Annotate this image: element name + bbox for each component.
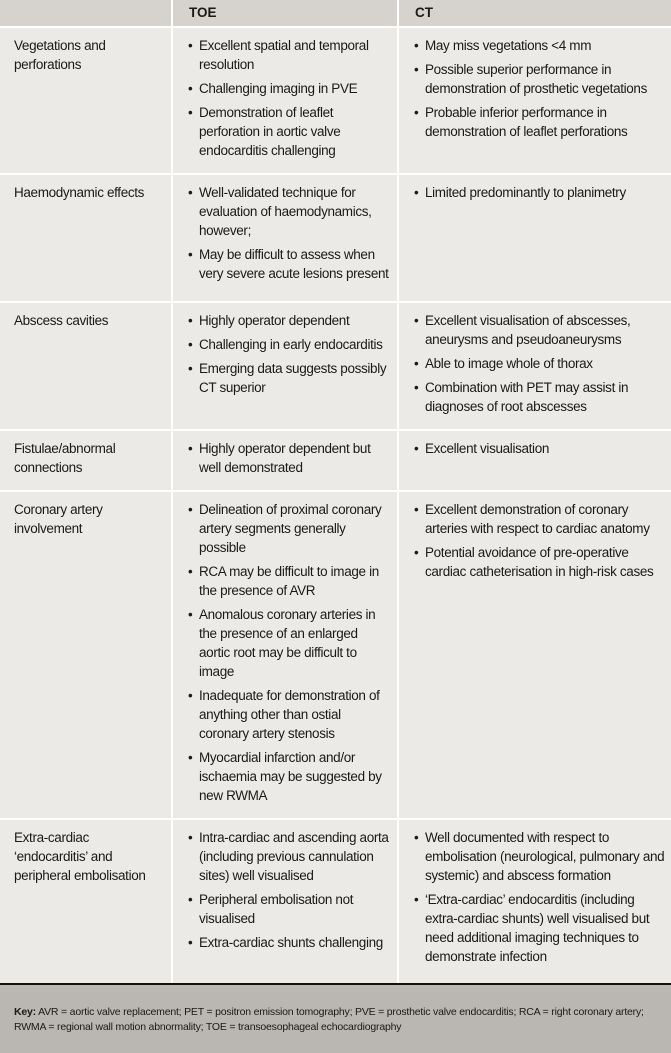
list-item: • Possible superior performance in demonstration of prosthetic vegetations [413,60,665,98]
list-item: • Well-validated technique for evaluation of haemodynamics, however; [187,183,391,240]
list-item: • Peripheral embolisation not visualised [187,890,391,928]
list-item: • Challenging in early endocarditis [187,335,391,354]
list-item: • Demonstration of leaflet perforation in aortic valve endocarditis challenging [187,103,391,160]
list-item: • Highly operator dependent [187,311,391,330]
ct-list [413,183,665,202]
list-item: • Intra-cardiac and ascending aorta (including previous cannulation sites) well visualised [187,828,391,885]
list-item: • Limited predominantly to planimetry [413,183,665,202]
list-item: • Probable inferior performance in demonstration of leaflet perforations [413,103,665,141]
ct-cell [398,302,671,430]
list-item: • Excellent demonstration of coronary arteries with respect to cardiac anatomy [413,500,665,538]
list-item: • Inadequate for demonstration of anything other than ostial coronary artery stenosis [187,686,391,743]
list-item: • Excellent visualisation of abscesses, aneurysms and pseudoaneurysms [413,311,665,349]
ct-cell [398,174,671,302]
list-item: • Delineation of proximal coronary artery segments generally possible [187,500,391,557]
table-row [0,27,671,174]
row-label: Fistulae/abnormal connections [0,430,172,491]
list-item: • Extra-cardiac shunts challenging [187,933,391,952]
toe-cell [172,491,398,819]
list-item: • Potential avoidance of pre-operative cardiac catheterisation in high-risk cases [413,543,665,581]
list-item: • Combination with PET may assist in diagnoses of root abscesses [413,378,665,416]
header-toe: TOE [172,0,398,27]
list-item: • Excellent spatial and temporal resolution [187,36,391,74]
row-label: Coronary artery involvement [0,491,172,819]
ct-cell [398,27,671,174]
list-item: • Highly operator dependent but well demonstrated [187,439,391,477]
ct-list [413,311,665,416]
toe-list [187,311,391,397]
table-row [0,430,671,491]
ct-cell [398,491,671,819]
ct-list [413,439,665,458]
toe-list [187,439,391,477]
list-item: • RCA may be difficult to image in the presence of AVR [187,562,391,600]
toe-cell [172,174,398,302]
key-label: Key: [14,1006,36,1018]
toe-list [187,500,391,805]
toe-list [187,828,391,952]
toe-list [187,183,391,283]
list-item: • Able to image whole of thorax [413,354,665,373]
toe-cell [172,27,398,174]
table-row [0,491,671,819]
ct-list [413,500,665,581]
toe-cell [172,430,398,491]
ct-list [413,828,665,966]
key-text: AVR = aortic valve replacement; PET = positron emission tomography; PVE = prosthetic valve endocarditis; RCA = right coronary artery; RWMA = regional wall motion abnormality; TOE = transoesophageal echocardiography [14,1006,644,1033]
list-item: • ‘Extra-cardiac’ endocarditis (including extra-cardiac shunts) well visualised but need additional imaging techniques to demonstrate infection [413,890,665,966]
header-row [0,0,671,27]
ct-list [413,36,665,141]
row-label: Vegetations and perforations [0,27,172,174]
table-key [0,983,671,1053]
toe-list [187,36,391,160]
row-label: Abscess cavities [0,302,172,430]
list-item: • May be difficult to assess when very severe acute lesions present [187,245,391,283]
table-row [0,302,671,430]
list-item: • May miss vegetations <4 mm [413,36,665,55]
toe-cell [172,302,398,430]
row-label: Haemodynamic effects [0,174,172,302]
row-label: Extra-cardiac ‘endocarditis’ and peripheral embolisation [0,819,172,1020]
list-item: • Challenging imaging in PVE [187,79,391,98]
list-item: • Anomalous coronary arteries in the presence of an enlarged aortic root may be difficult to image [187,605,391,681]
header-feature [0,0,172,27]
list-item: • Well documented with respect to embolisation (neurological, pulmonary and systemic) and abscess formation [413,828,665,885]
list-item: • Emerging data suggests possibly CT superior [187,359,391,397]
header-ct: CT [398,0,671,27]
ct-cell [398,430,671,491]
list-item: • Myocardial infarction and/or ischaemia may be suggested by new RWMA [187,748,391,805]
table-row [0,174,671,302]
list-item: • Excellent visualisation [413,439,665,458]
